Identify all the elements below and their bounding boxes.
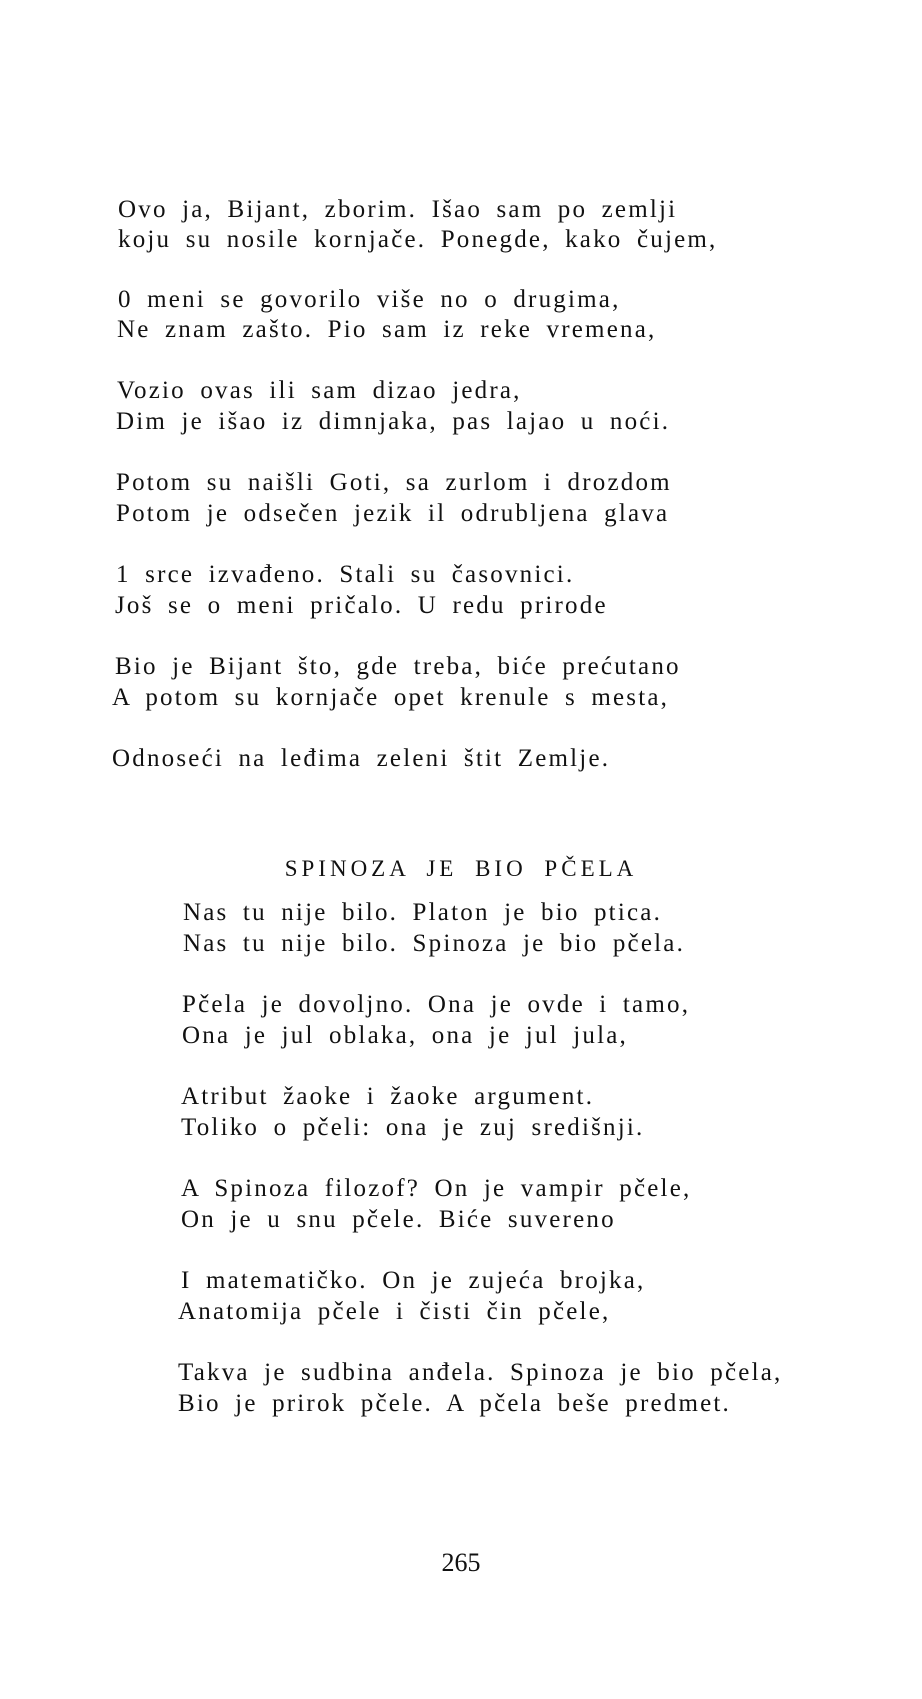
poem-line: A potom su kornjače opet krenule s mesta, — [112, 684, 670, 711]
page-number: 265 — [441, 1548, 481, 1577]
poem-line: Ne znam zašto. Pio sam iz reke vremena, — [117, 316, 657, 343]
poem-line: Potom su naišli Goti, sa zurlom i drozdom — [116, 469, 672, 496]
poem-line: Odnoseći na leđima zeleni štit Zemlje. — [112, 745, 611, 772]
poem-line: Vozio ovas ili sam dizao jedra, — [117, 377, 522, 404]
poem-line: On je u snu pčele. Biće suvereno — [181, 1206, 616, 1233]
poem-line: Pčela je dovoljno. Ona je ovde i tamo, — [182, 991, 691, 1018]
poem-line: A Spinoza filozof? On je vampir pčele, — [181, 1175, 692, 1202]
poem-line: Ovo ja, Bijant, zborim. Išao sam po zemlji — [118, 196, 678, 223]
poem-line: Bio je prirok pčele. A pčela beše predmet. — [178, 1390, 732, 1417]
poem-line: Ona je jul oblaka, ona je jul jula, — [182, 1022, 628, 1049]
poem-line: koju su nosile kornjače. Ponegde, kako čujem, — [118, 226, 718, 253]
poem-line: Nas tu nije bilo. Spinoza je bio pčela. — [183, 930, 686, 957]
poem-line: Toliko o pčeli: ona je zuj središnji. — [181, 1114, 645, 1141]
poem-line: Potom je odsečen jezik il odrubljena glava — [116, 500, 670, 527]
poem-title: SPINOZA JE BIO PČELA — [284, 856, 638, 881]
poem-line: Dim je išao iz dimnjaka, pas lajao u noći. — [116, 408, 671, 435]
poem-line: 0 meni se govorilo više no o drugima, — [118, 286, 621, 313]
poem-line: Takva je sudbina anđela. Spinoza je bio pčela, — [178, 1359, 783, 1386]
poem-line: 1 srce izvađeno. Stali su časovnici. — [116, 561, 575, 588]
poem-line: Nas tu nije bilo. Platon je bio ptica. — [183, 899, 663, 926]
poem-line: Anatomija pčele i čisti čin pčele, — [178, 1298, 611, 1325]
poem-line: Bio je Bijant što, gde treba, biće prećutano — [115, 653, 681, 680]
poem-line: I matematičko. On je zujeća brojka, — [181, 1267, 646, 1294]
poem-line: Još se o meni pričalo. U redu prirode — [115, 592, 608, 619]
poem-line: Atribut žaoke i žaoke argument. — [181, 1083, 595, 1110]
